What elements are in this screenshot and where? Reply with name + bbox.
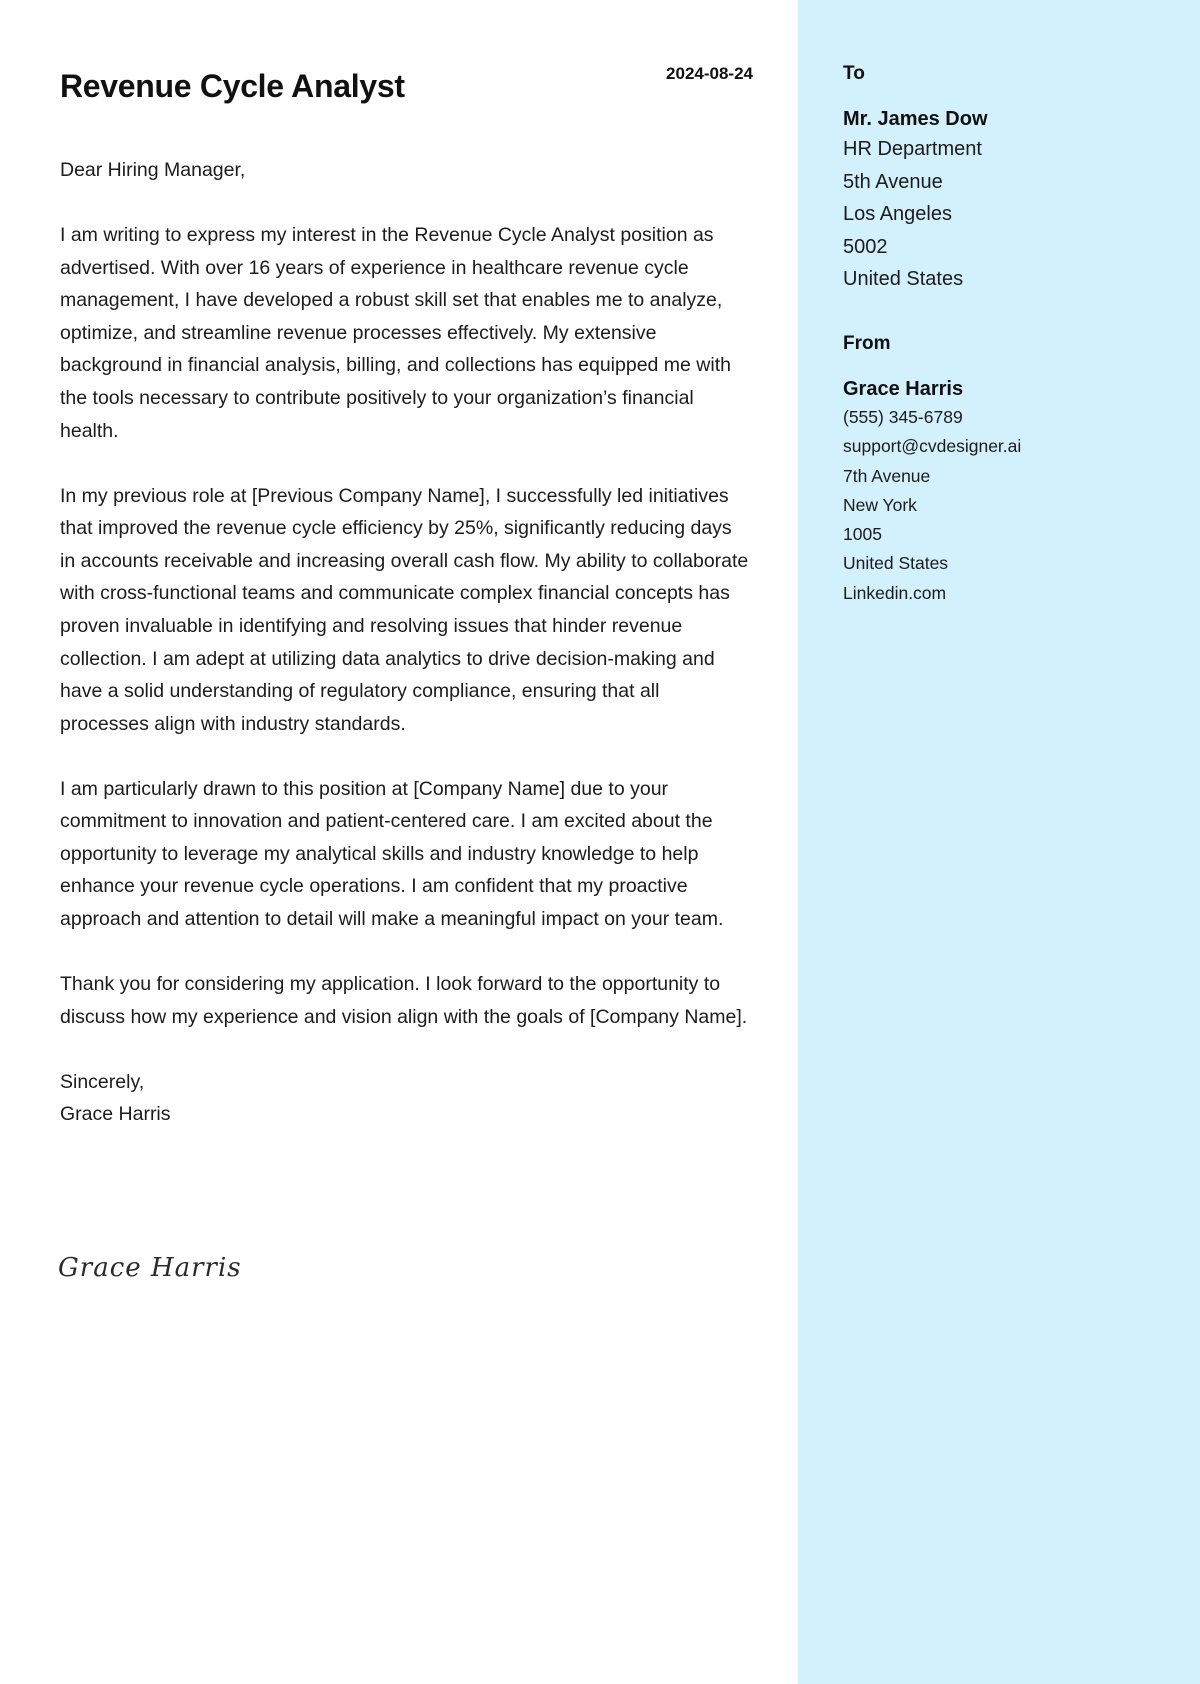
recipient-line: 5th Avenue xyxy=(843,170,943,193)
sender-line: 1005 xyxy=(843,524,882,545)
sender-line: United States xyxy=(843,553,949,574)
sender-contact xyxy=(843,403,1173,608)
recipient-heading: To xyxy=(843,63,865,84)
sender-block xyxy=(843,331,1173,608)
closing: Sincerely, xyxy=(60,1070,145,1093)
recipient-line: 5002 xyxy=(843,235,888,258)
letter-date: 2024-08-24 xyxy=(666,64,753,83)
sender-name: Grace Harris xyxy=(843,378,964,400)
sender-heading: From xyxy=(843,333,891,354)
recipient-line: HR Department xyxy=(843,138,982,160)
sender-phone: (555) 345-6789 xyxy=(843,407,963,427)
page-title: Revenue Cycle Analyst xyxy=(60,68,405,104)
recipient-address xyxy=(843,133,1173,296)
recipient-name: Mr. James Dow xyxy=(843,108,988,130)
closing-name: Grace Harris xyxy=(60,1103,171,1126)
body-paragraph-1: I am writing to express my interest in the Revenue Cycle Analyst position as advertised. With over 16 years of experience in healthcare revenue cycle management, I have developed a robust skill set that enables me to analyze, optimize, and streamline revenue processes effectively. My extensive background in financial analysis, billing, and collections has equipped me with the tools necessary to contribute positively to your organization’s financial health. xyxy=(60,223,731,442)
body-paragraph-4: Thank you for considering my application. I look forward to the opportunity to discuss how my experience and vision align with the goals of [Company Name]. xyxy=(60,973,748,1028)
sender-linkedin: Linkedin.com xyxy=(843,582,947,603)
sender-email: support@cvdesigner.ai xyxy=(843,436,1022,457)
recipient-line: Los Angeles xyxy=(843,203,952,226)
body-paragraph-2: In my previous role at [Previous Company Name], I successfully led initiatives that improved the revenue cycle efficiency by 25%, significantly reducing days in accounts receivable and increasing overall cash flow. My ability to collaborate with cross-functional teams and communicate complex financial concepts has proven invaluable in identifying and resolving issues that hinder revenue collection. I am adept at utilizing data analytics to drive decision-making and have a solid understanding of regulatory compliance, ensuring that all processes align with industry standards. xyxy=(60,484,749,735)
body-paragraph-3: I am particularly drawn to this position at [Company Name] due to your commitment to innovation and patient-centered care. I am excited about the opportunity to leverage my analytical skills and industry knowledge to help enhance your revenue cycle operations. I am confident that my proactive approach and attention to detail will make a meaningful impact on your team. xyxy=(60,777,724,931)
recipient-block xyxy=(843,61,1173,296)
letter-main xyxy=(60,0,752,1684)
recipient-line: United States xyxy=(843,268,964,291)
letter-body xyxy=(60,154,752,1131)
signature: Grace Harris xyxy=(58,1253,242,1283)
sender-line: New York xyxy=(843,494,917,515)
sender-line: 7th Avenue xyxy=(843,465,931,486)
salutation: Dear Hiring Manager, xyxy=(60,159,246,181)
